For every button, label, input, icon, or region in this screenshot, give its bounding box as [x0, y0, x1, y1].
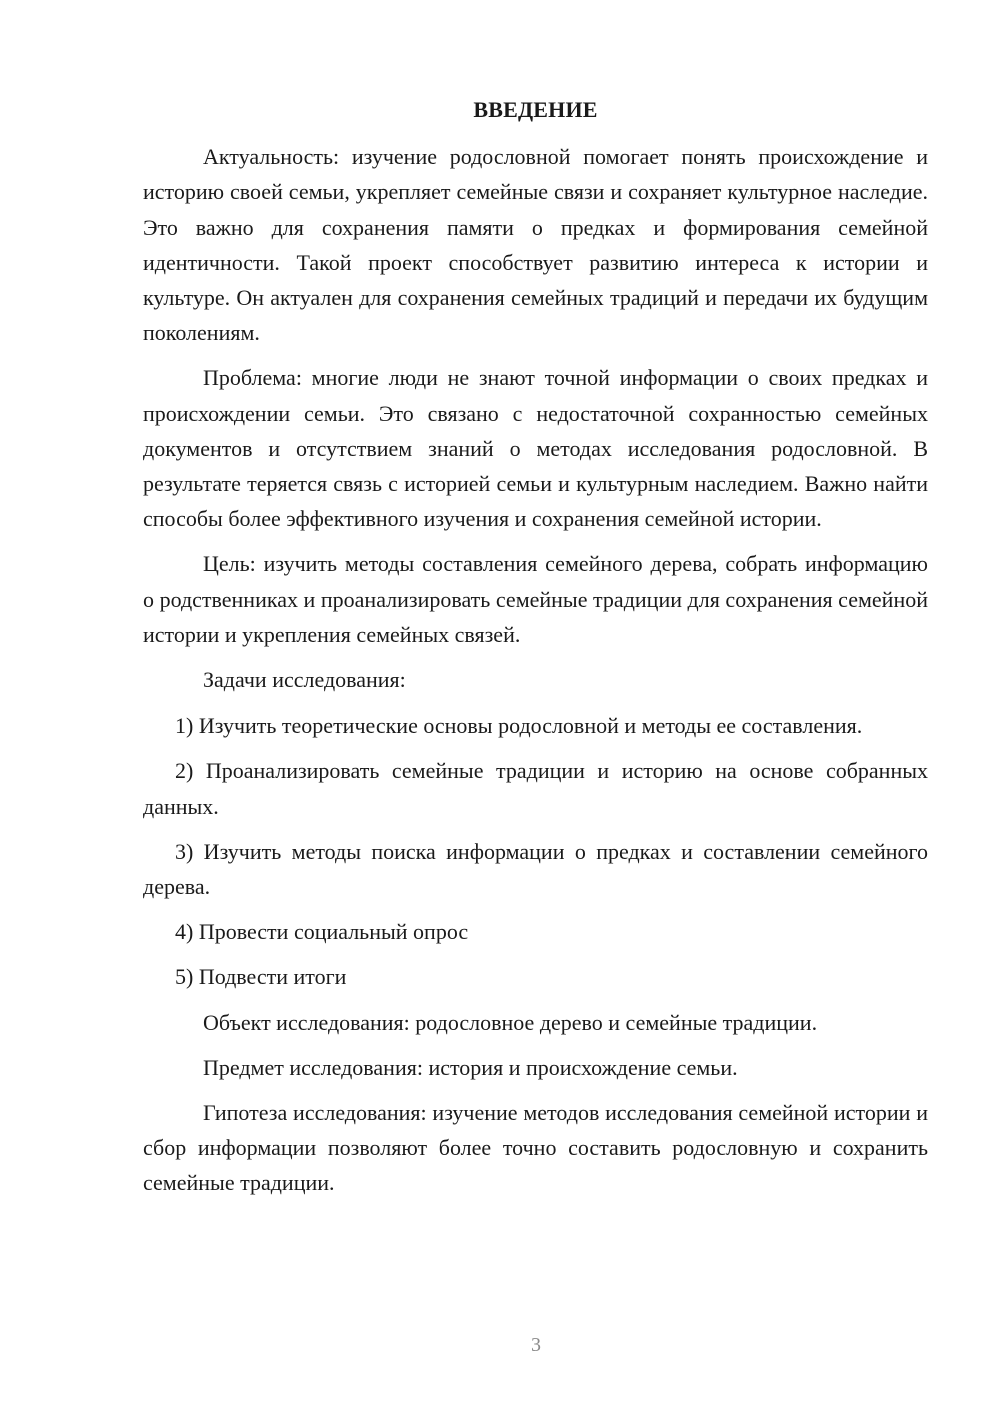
page-number: 3: [531, 1334, 541, 1356]
task-item: 3) Изучить методы поиска информации о предках и составлении семейного дерева.: [143, 838, 928, 900]
subject-paragraph: Предмет исследования: история и происхождение семьи.: [203, 1054, 738, 1080]
task-item: 4) Провести социальный опрос: [175, 919, 469, 945]
problem-paragraph: Проблема: многие люди не знают точной информации о своих предках и происхождении семьи. Это связано с недостаточной сохранностью семейных документов и отсутствием знаний о методах исследования родословной. В результате теряется связь с историей семьи и культурным наследием. Важно найти способы более эффективного изучения и сохранения семейной истории.: [143, 365, 928, 532]
document-page: [143, 92, 928, 1211]
page-title: ВВЕДЕНИЕ: [473, 97, 598, 122]
task-item: 2) Проанализировать семейные традиции и историю на основе собранных данных.: [143, 758, 928, 819]
task-item: 5) Подвести итоги: [175, 964, 347, 990]
relevance-paragraph: Актуальность: изучение родословной помогает понять происхождение и историю своей семьи, укрепляет семейные связи и сохраняет культурное наследие. Это важно для сохранения памяти о предках и формирования семейной идентичности. Такой проект способствует развитию интереса к истории и культуре. Он актуален для сохранения семейных традиций и передачи их будущим поколениям.: [143, 144, 928, 346]
hypothesis-paragraph: Гипотеза исследования: изучение методов исследования семейной истории и сбор информации позволяют более точно составить родословную и сохранить семейные традиции.: [143, 1100, 928, 1196]
goal-paragraph: Цель: изучить методы составления семейного дерева, собрать информацию о родственниках и проанализировать семейные традиции для сохранения семейной истории и укрепления семейных связей.: [143, 551, 928, 647]
object-paragraph: Объект исследования: родословное дерево и семейные традиции.: [203, 1009, 818, 1035]
task-item: 1) Изучить теоретические основы родословной и методы ее составления.: [175, 713, 863, 739]
tasks-label: Задачи исследования:: [203, 667, 406, 693]
